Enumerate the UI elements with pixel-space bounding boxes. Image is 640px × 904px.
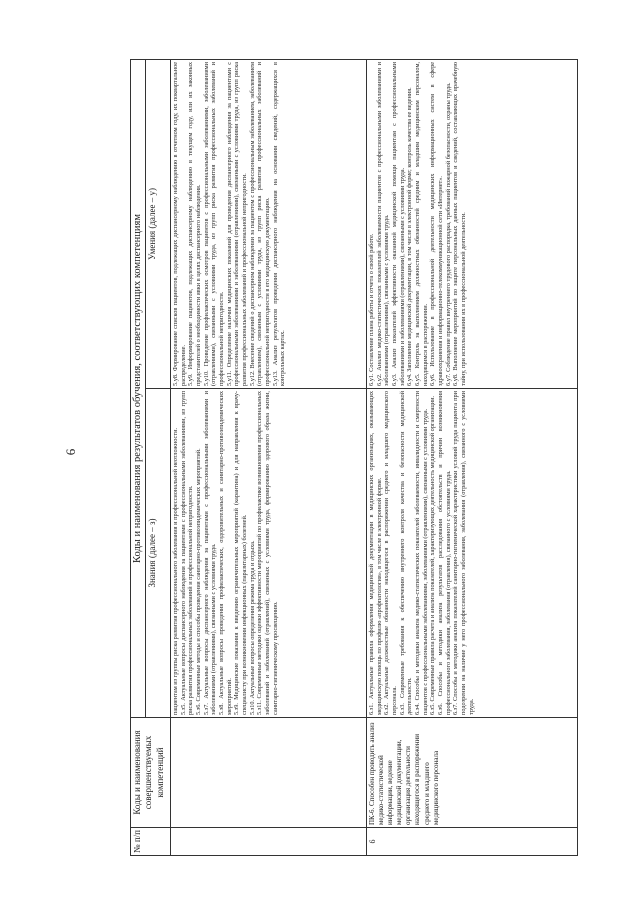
knowledge-item: 6.з5. Современные правила расчета и анализа показателей, характеризующих деятельность медицинской организации. xyxy=(429,395,437,715)
competence-description: ПК-6. Способен проводить анализ медико-статистической информации, ведение медицинской документации, организация деятельности находящегося в распоряжении среднего и младшего медицинского персонала xyxy=(367,718,578,828)
knowledge-item: 5.з9. Медицинские показания к введению ограничительных мероприятий (карантина) и для направления к врачу-специалисту при возникновении инфекционных (паразитарных) болезней. xyxy=(233,391,249,715)
knowledge-item: 6.з4. Способы и методики анализа медико-статистических показателей заболеваемости, инвалидности и смертности пациентов с профессиональными заболеваниями, заболеваниями (отравлениями), связанными с условиями труда. xyxy=(414,391,429,715)
skill-item: 6.у3. Анализ показателей эффективности оказанной медицинской помощи пациентам с профессиональными заболеваниями и заболеваниями (отравлениями), связанными с условиями труда. xyxy=(391,61,406,386)
knowledge-item: 6.з7. Способы и методики анализа показателей санитарно-гигиенической характеристики условий труда пациента при подозрении на наличие у него профессионального заболевания, заболевания (отравления), связанного с условиями труда. xyxy=(452,391,475,715)
knowledge-item: 5.з6. Современные методы и способы проведения санитарно-противоэпидемических мероприятий. xyxy=(195,448,203,715)
skill-item: 5.у10. Проведение профилактических осмотров пациентов с профессиональными заболеваниями, заболеваниями (отравлениями), связанными с условиями труда, из групп риска развития профессиональных заболеваний и профессиональной непригодности. xyxy=(202,61,226,386)
skills-cell-bottom xyxy=(367,59,578,388)
skills-cell-top xyxy=(171,59,367,388)
knowledge-item: 6.з6. Способы и методики анализа результатов расследования обстоятельств и причин возникновения профессионального заболевания, заболевания (отравления), связанного с условиями труда. xyxy=(437,391,452,715)
skill-item: 6.у6. Использование в профессиональной деятельности медицинских информационных систем в сфере здравоохранения и информационно-телекоммуникационной сети «Интернет». xyxy=(429,61,445,386)
header-results: Коды и наименования результатов обучения, соответствующих компетенциям xyxy=(131,59,146,717)
row-number: 6 xyxy=(367,828,578,856)
knowledge-cell-top xyxy=(171,389,367,718)
knowledge-item: пациентам из группы риска развития профессионального заболевания и профессиональной неотложности. xyxy=(172,427,179,715)
skill-item: 6.у8. Выполнение мероприятий по защите персональных данных пациентов и сведений, составляющих врачебную тайну, при использовании их в профессиональной деятельности. xyxy=(452,61,468,386)
competence-table xyxy=(130,59,578,856)
knowledge-item: 5.з10. Актуальные вопросы определения режима труда и отдыха. xyxy=(248,540,256,715)
skill-item: 5.у11. Определение наличия медицинских показаний для проведения диспансерного наблюдения за пациентами с профессиональными заболеваниями и заболеваниями (отравлениями), связанными с условиями труда, из групп риска развития профессиональных заболеваний и профессиональной непригодности. xyxy=(225,61,249,386)
knowledge-item: 6.з2. Актуальные должностные обязанности находящегося в распоряжении среднего и младшего медицинского персонала. xyxy=(383,391,399,715)
row-number-empty xyxy=(171,828,367,856)
page-number: 6 xyxy=(63,448,78,456)
skill-item: 6.у5. Контроль за выполнением должностных обязанностей средним и младшим медицинским персоналом, находящимся в распоряжении. xyxy=(414,61,429,386)
skill-item: 6.у7. Соблюдение правил внутреннего трудового распорядка, требований пожарной безопасности, охраны труда. xyxy=(444,82,452,386)
skill-item: 5.у13. Анализ результатов проведения диспансерного наблюдения на основании сведений, содержащихся в контрольных картах. xyxy=(271,61,287,386)
knowledge-cell-bottom xyxy=(367,389,578,718)
header-knowledge: Знания (далее – з) xyxy=(146,389,171,718)
skill-item: 6.у4. Заполнение медицинской документации, в том числе в электронной форме; контроль качества ее ведения. xyxy=(406,87,414,386)
knowledge-item: 5.з11. Современные методики оценки эффективности мероприятий по профилактике возникновения профессиональных заболеваний и заболеваний (отравлений), связанных с условиями труда, формированию здорового образа жизни, санитарно-гигиеническому просвещению. xyxy=(256,391,279,715)
header-number: № п/п xyxy=(131,828,171,856)
knowledge-item: 6.з3. Современные требования к обеспечению внутреннего контроля качества и безопасности медицинской деятельности. xyxy=(398,391,414,715)
knowledge-item: 5.з5. Актуальные вопросы диспансерного наблюдения за пациентами с профессиональными заболеваниями, из групп риска развития профессиональных заболеваний и профессиональной непригодности. xyxy=(179,391,195,715)
knowledge-item: 5.з8. Актуальные вопросы проведения профилактических, оздоровительных и санитарно-противоэпидемических мероприятий. xyxy=(218,391,233,715)
skill-item: 5.у9. Информирование пациентов, подлежащих диспансерному наблюдению в текущем году, или их законных представителей о необходимости явки в целях диспансерного наблюдения. xyxy=(187,61,203,386)
skill-item: 6.у2. Анализ медико-статистических показателей заболеваемости пациентов с профессиональными заболеваниями и заболеваниями (отравлениями), связанными с условиями труда. xyxy=(375,61,391,386)
skill-item: 5.у8. Формирование списков пациентов, подлежащих диспансерному наблюдению в отчетном году, их поквартальное распределение. xyxy=(172,61,187,386)
skill-item: 5.у12. Внесение сведений о диспансерном наблюдении за пациентом с профессиональным заболеванием, заболеванием (отравлением), связанным с условиями труда, из групп риска развития профессиональных заболеваний и профессиональной непригодности в его медицинскую документацию. xyxy=(248,61,272,386)
header-skills: Умения (далее – у) xyxy=(146,59,171,388)
header-competence-codes: Коды и наименования совершенствуемых компетенций xyxy=(131,718,171,828)
knowledge-item: 6.з1. Актуальные правила оформления медицинской документации в медицинских организациях, оказывающих медицинскую помощь по профилю «профпатология», в том числе в электронной форме. xyxy=(368,391,383,715)
knowledge-item: 5.з7. Актуальные вопросы диспансерного наблюдения за пациентами с профессиональными заболеваниями и заболеваниями (отравлениями), связанными с условиями труда. xyxy=(202,391,218,715)
skill-item: 6.у1. Составление плана работы и отчета о своей работе. xyxy=(368,233,375,386)
competence-empty xyxy=(171,718,367,828)
